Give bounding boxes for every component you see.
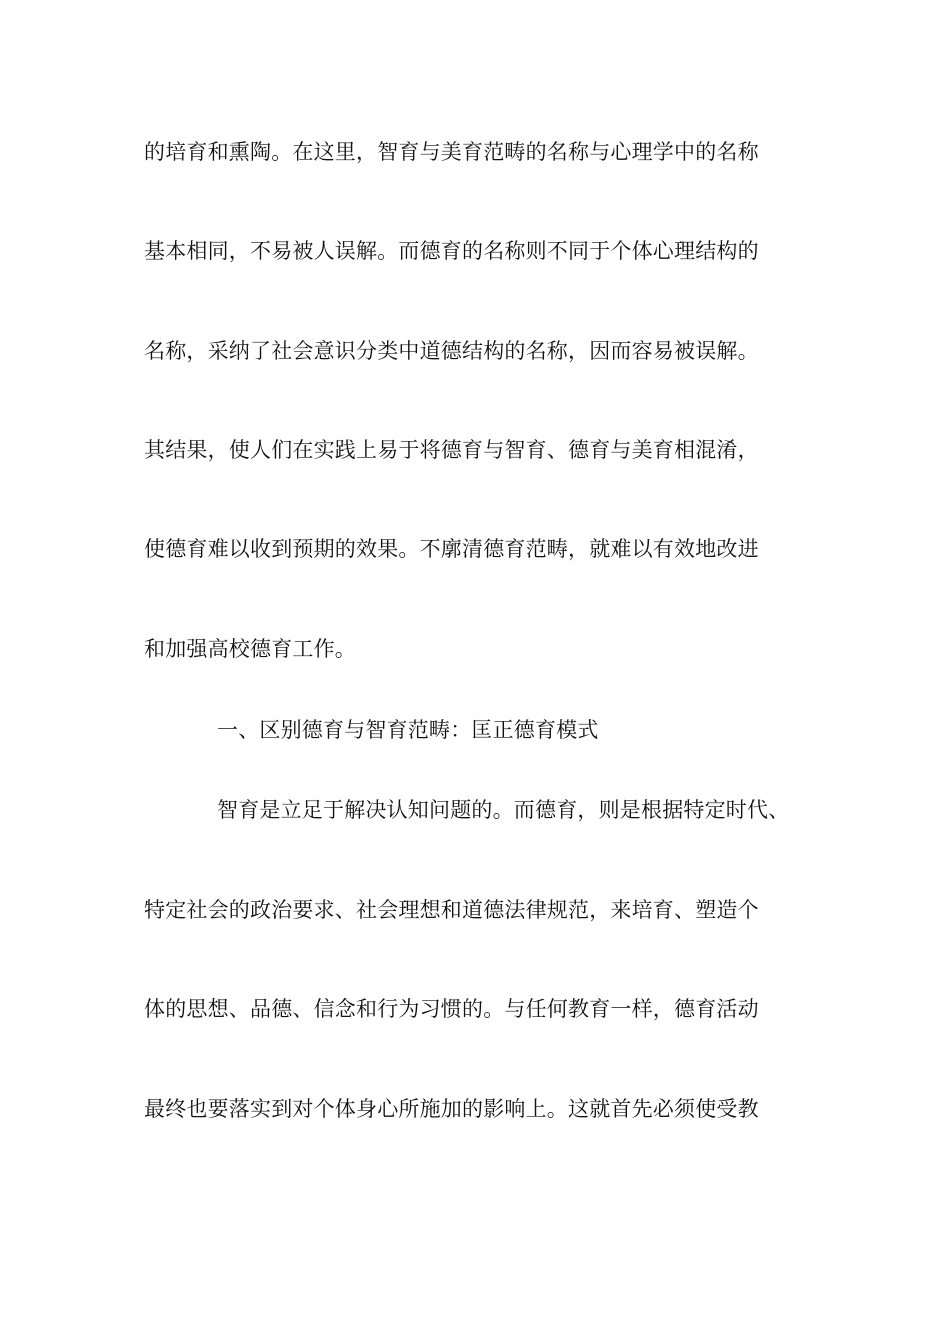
paragraph-line: 使德育难以收到预期的效果。不廓清德育范畴，就难以有效地改进 (144, 537, 759, 561)
paragraph-line: 体的思想、品德、信念和行为习惯的。与任何教育一样，德育活动 (144, 997, 759, 1021)
paragraph-line: 名称，采纳了社会意识分类中道德结构的名称，因而容易被误解。 (144, 339, 759, 363)
paragraph-line: 基本相同，不易被人误解。而德育的名称则不同于个体心理结构的 (144, 239, 759, 263)
paragraph-line: 的培育和熏陶。在这里，智育与美育范畴的名称与心理学中的名称 (144, 140, 759, 164)
section-heading: 一、区别德育与智育范畴：匡正德育模式 (217, 718, 599, 742)
paragraph-line: 和加强高校德育工作。 (144, 637, 356, 661)
paragraph-line: 智育是立足于解决认知问题的。而德育，则是根据特定时代、 (217, 798, 790, 822)
paragraph-line: 最终也要落实到对个体身心所施加的影响上。这就首先必须使受教 (144, 1097, 759, 1121)
paragraph-line: 特定社会的政治要求、社会理想和道德法律规范，来培育、塑造个 (144, 898, 759, 922)
paragraph-line: 其结果，使人们在实践上易于将德育与智育、德育与美育相混淆， (144, 438, 759, 462)
